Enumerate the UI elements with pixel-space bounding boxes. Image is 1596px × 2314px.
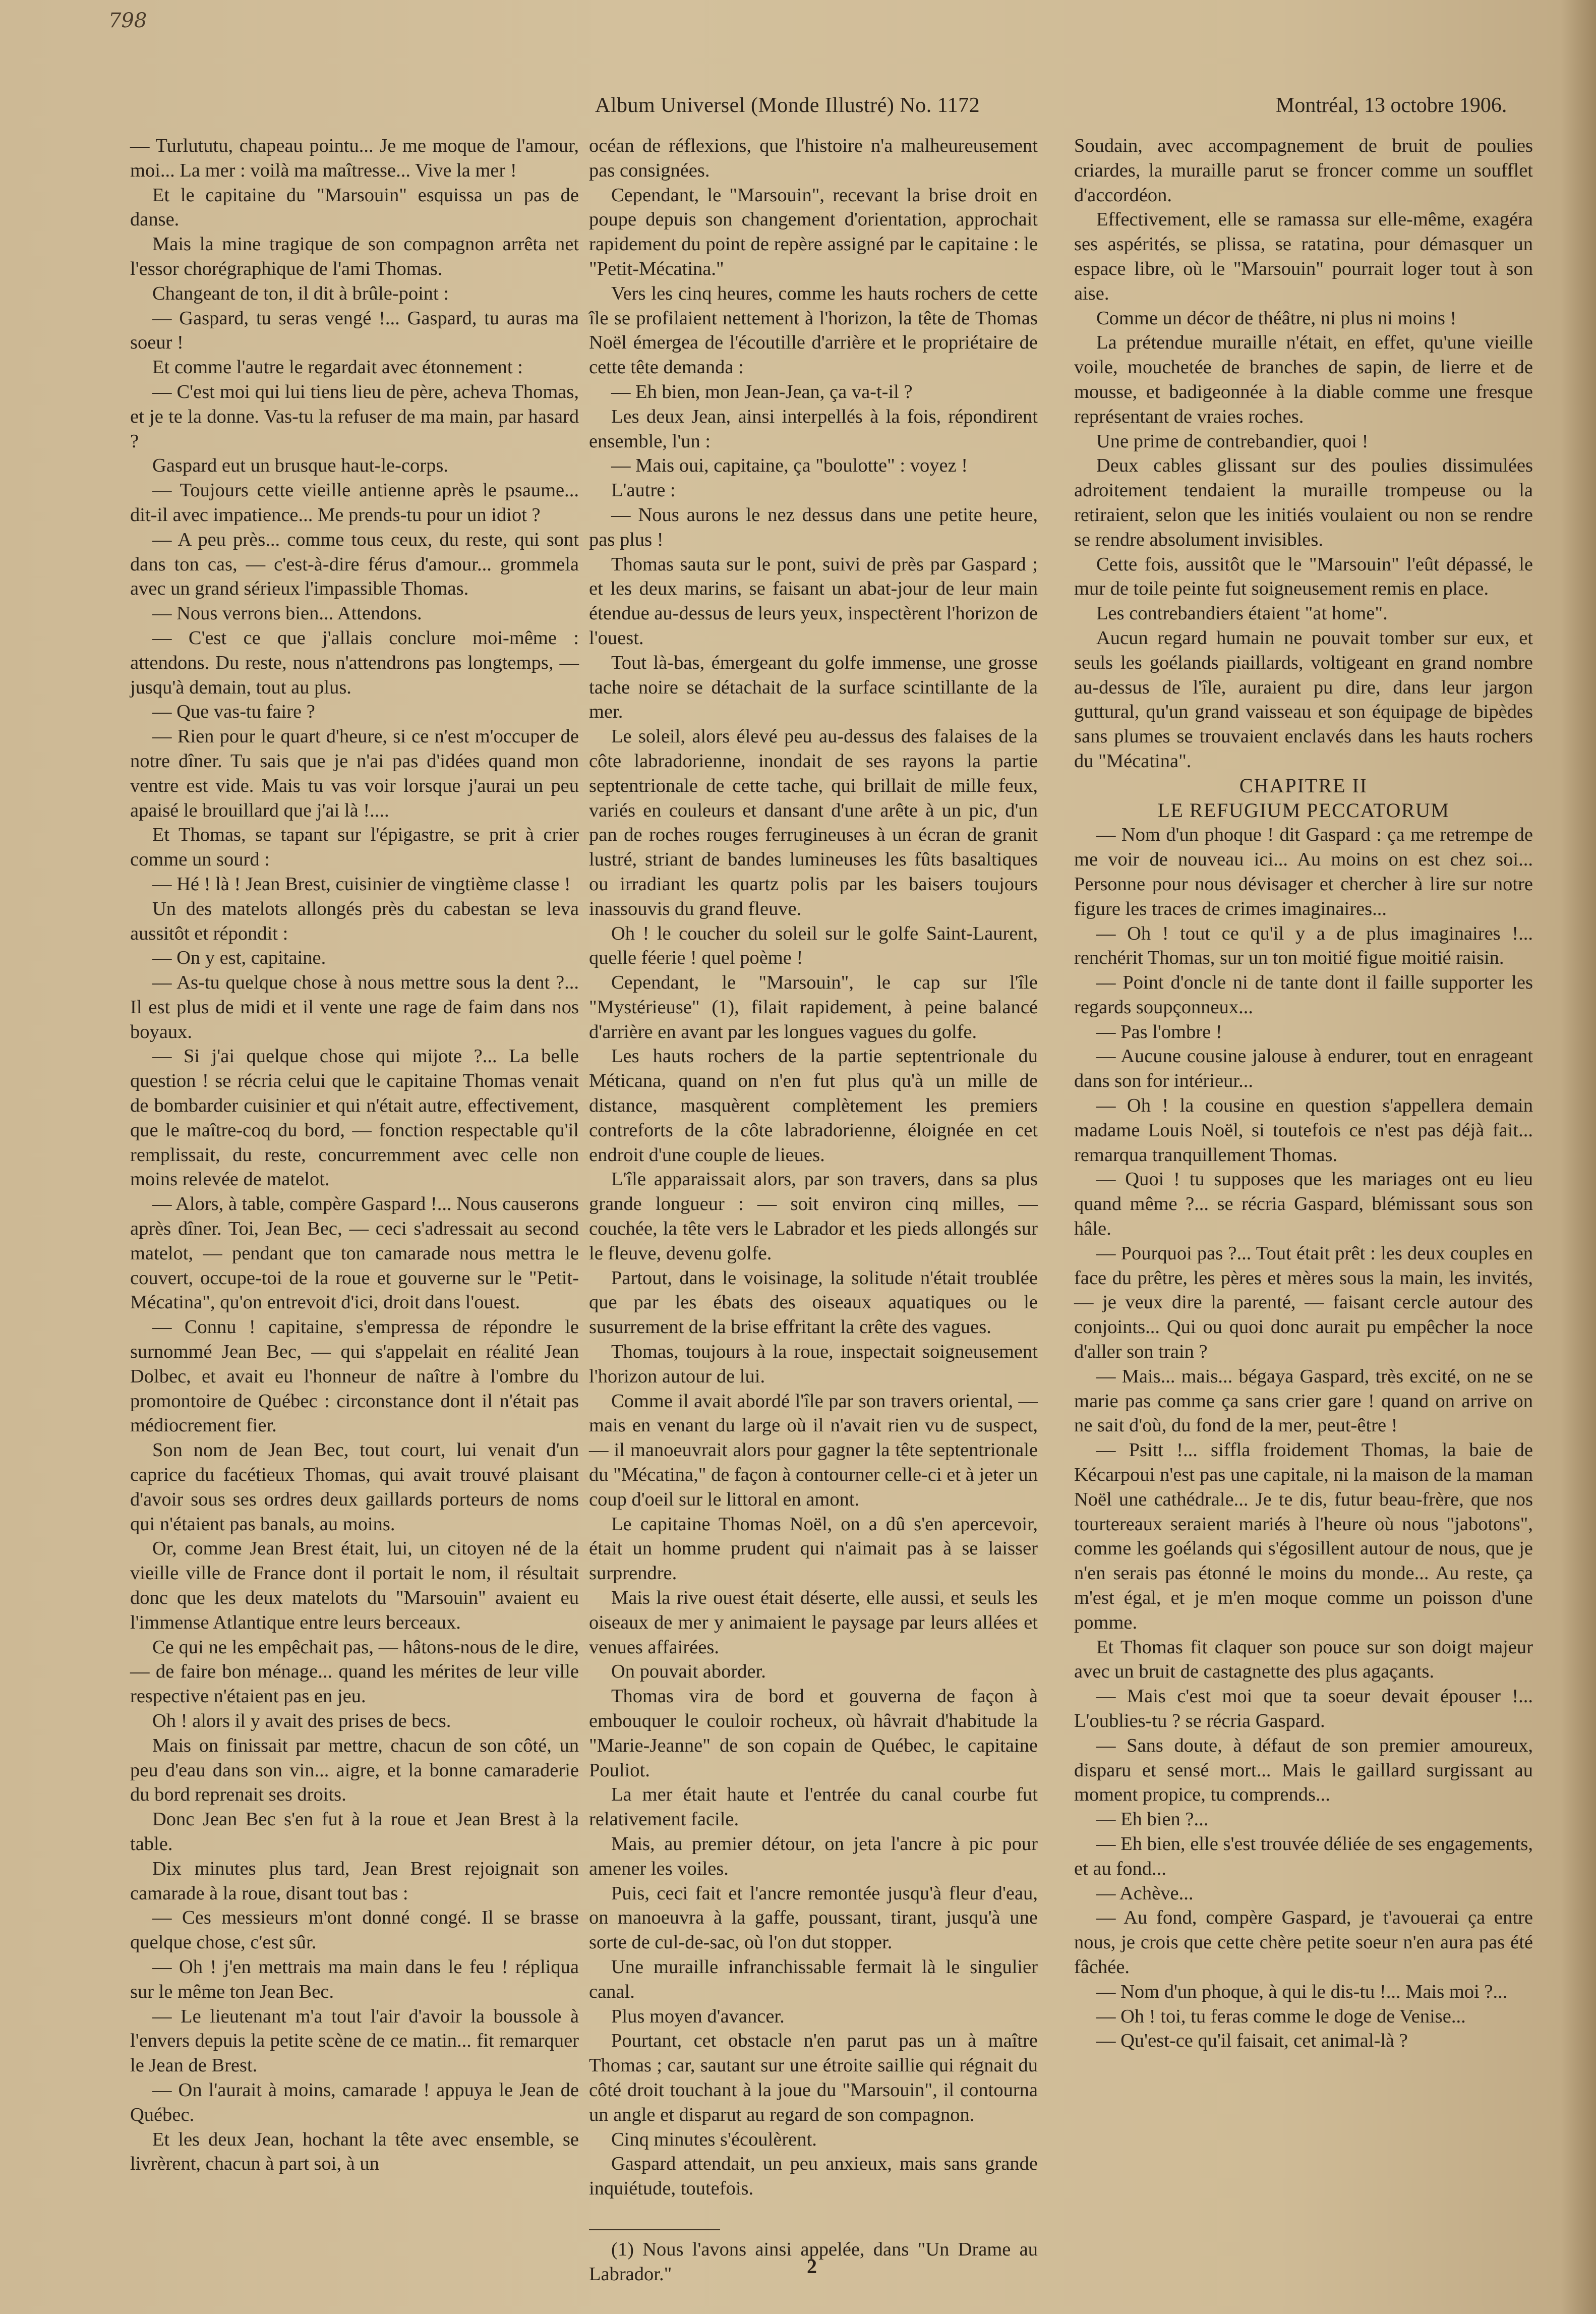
paragraph: — A peu près... comme tous ceux, du reste, qui sont dans ton cas, — c'est-à-dire férus d'amour... grommela avec un grand sérieux l'impassible Thomas. [130, 529, 579, 600]
paragraph: — Alors, à table, compère Gaspard !... Nous causerons après dîner. Toi, Jean Bec, — ceci s'adressait au second matelot, — pendant que ton camarade nous mettra le couvert, occupe-toi de la roue et gouverne sur le "Petit-Mécatina", qu'on entrevoit d'ici, droit dans l'ouest. [130, 1193, 579, 1313]
paragraph: Les deux Jean, ainsi interpellés à la fois, répondirent ensemble, l'un : [589, 406, 1038, 452]
paragraph: Cinq minutes s'écoulèrent. [611, 2128, 817, 2150]
paragraph: — On y est, capitaine. [152, 947, 326, 969]
paragraph: Une muraille infranchissable fermait là le singulier canal. [589, 1956, 1038, 2002]
folio-number: 2 [807, 2255, 817, 2278]
text-column-3 [1074, 134, 1533, 2252]
paragraph: Oh ! alors il y avait des prises de becs. [152, 1710, 451, 1731]
paragraph: Plus moyen d'avancer. [611, 2005, 785, 2027]
paragraph: — Oh ! la cousine en question s'appellera demain madame Louis Noël, si toutefois ce n'est pas déjà fait... remarqua tranquillement Thomas. [1074, 1095, 1533, 1166]
footnote: (1) Nous l'avons ainsi appelée, dans "Un Drame au Labrador." [589, 2238, 1038, 2285]
paragraph: — Mais oui, capitaine, ça "boulotte" : voyez ! [611, 455, 968, 477]
paragraph: — Quoi ! tu supposes que les mariages ont eu lieu quand même ?... se récria Gaspard, blémissant sous son hâle. [1074, 1169, 1533, 1240]
paragraph: Et le capitaine du "Marsouin" esquissa un pas de danse. [130, 184, 579, 230]
paragraph: — Au fond, compère Gaspard, je t'avouerai ça entre nous, je crois que cette chère petite soeur n'en aura pas été fâchée. [1074, 1907, 1533, 1978]
paragraph: Gaspard attendait, un peu anxieux, mais sans grande inquiétude, toutefois. [589, 2153, 1038, 2200]
paragraph: Partout, dans le voisinage, la solitude n'était troublée que par les ébats des oiseaux aquatiques ou le susurrement de la brise effritant la crête des vagues. [589, 1267, 1038, 1338]
paragraph: — Hé ! là ! Jean Brest, cuisinier de vingtième classe ! [152, 873, 571, 895]
paragraph: Comme un décor de théâtre, ni plus ni moins ! [1096, 307, 1457, 329]
paragraph: Le soleil, alors élevé peu au-dessus des falaises de la côte labradorienne, inondait de ses rayons la partie septentrionale de cette tache, qui brillait de mille feux, variés en couleurs et dansant d'une arête à un pic, d'un pan de roches rouges ferrugineuses à un écran de granit lustré, striant de bandes lumineuses les fûts basaltiques ou irradiant les quartz polis par les baisers toujours inassouvis du grand fleuve. [589, 726, 1038, 919]
paragraph: — Ces messieurs m'ont donné congé. Il se brasse quelque chose, c'est sûr. [130, 1907, 579, 1953]
paragraph: Mais la rive ouest était déserte, elle aussi, et seuls les oiseaux de mer y animaient le paysage par leurs allées et venues affairées. [589, 1587, 1038, 1658]
paragraph: — Oh ! toi, tu feras comme le doge de Venise... [1096, 2005, 1466, 2027]
paragraph: — Sans doute, à défaut de son premier amoureux, disparu et sensé mort... Mais le gaillard surgissant au moment propice, tu comprends... [1074, 1734, 1533, 1806]
chapter-title: LE REFUGIUM PECCATORUM [1157, 798, 1450, 822]
paragraph: — Mais c'est moi que ta soeur devait épouser !... L'oublies-tu ? se récria Gaspard. [1074, 1686, 1533, 1731]
paragraph: — Achève... [1096, 1882, 1194, 1904]
paragraph: océan de réflexions, que l'histoire n'a malheureusement pas consignées. [589, 135, 1038, 181]
paragraph: — Pourquoi pas ?... Tout était prêt : les deux couples en face du prêtre, les pères et mères sous la main, les invités, — je veux dire la parenté, — faisant cercle autour des conjoints... Qui ou quoi donc aurait pu empêcher la noce d'aller son train ? [1074, 1242, 1533, 1363]
paragraph: Mais on finissait par mettre, chacun de son côté, un peu d'eau dans son vin... aigre, et la bonne camaraderie du bord reprenait ses droits. [130, 1734, 579, 1806]
paragraph: On pouvait aborder. [611, 1661, 766, 1683]
paragraph: Cependant, le "Marsouin", recevant la brise droit en poupe depuis son changement d'orientation, approchait rapidement du point de repère assigné par le capitaine : le "Petit-Mécatina." [589, 184, 1038, 279]
paragraph: Et comme l'autre le regardait avec étonnement : [152, 357, 523, 378]
text-column-2 [589, 134, 1038, 2285]
paragraph: Et Thomas, se tapant sur l'épigastre, se prit à crier comme un sourd : [130, 824, 579, 871]
paragraph: Donc Jean Bec s'en fut à la roue et Jean Brest à la table. [130, 1809, 579, 1855]
paragraph: Mais, au premier détour, on jeta l'ancre à pic pour amener les voiles. [589, 1833, 1038, 1879]
paragraph: Une prime de contrebandier, quoi ! [1096, 430, 1369, 452]
paragraph: La mer était haute et l'entrée du canal courbe fut relativement facile. [589, 1784, 1038, 1830]
paragraph: — On l'aurait à moins, camarade ! appuya le Jean de Québec. [130, 2079, 579, 2125]
paragraph: — Eh bien, mon Jean-Jean, ça va-t-il ? [611, 381, 913, 402]
paragraph: Or, comme Jean Brest était, lui, un citoyen né de la vieille ville de France dont il portait le nom, il résultait donc que les deux matelots du "Marsouin" avaient eu l'immense Atlantique entre leurs berceaux. [130, 1538, 579, 1633]
paragraph: Cependant, le "Marsouin", le cap sur l'île "Mystérieuse" (1), filait rapidement, à peine balancé d'arrière en avant par les longues vagues du golfe. [589, 972, 1038, 1043]
paragraph: — C'est ce que j'allais conclure moi-même : attendons. Du reste, nous n'attendrons pas longtemps, — jusqu'à demain, tout au plus. [130, 627, 579, 698]
publication-title: Album Universel (Monde Illustré) No. 1172 [595, 94, 980, 117]
paragraph: Les hauts rochers de la partie septentrionale du Méticana, quand on n'en fut plus qu'à un mille de distance, masquèrent complètement les premiers contreforts de la côte labradorienne, éloignée en cet endroit d'une couple de lieues. [589, 1046, 1038, 1166]
paragraph: — Pas l'ombre ! [1096, 1021, 1222, 1043]
paragraph: Mais la mine tragique de son compagnon arrêta net l'essor chorégraphique de l'ami Thomas. [130, 234, 579, 279]
paragraph: — C'est moi qui lui tiens lieu de père, acheva Thomas, et je te la donne. Vas-tu la refuser de ma main, par hasard ? [130, 381, 579, 452]
paragraph: Aucun regard humain ne pouvait tomber sur eux, et seuls les goélands piaillards, voltigeant en grand nombre au-dessus de l'île, auraient pu dire, dans leur jargon guttural, qu'un grand vaisseau et son équipage de bipèdes sans plumes se trouvaient enclavés dans les hauts rochers du "Mécatina". [1074, 627, 1533, 772]
paragraph: — Toujours cette vieille antienne après le psaume... dit-il avec impatience... Me prends-tu pour un idiot ? [130, 480, 579, 526]
paragraph: Gaspard eut un brusque haut-le-corps. [152, 455, 448, 477]
running-head [0, 93, 1596, 129]
paragraph: Vers les cinq heures, comme les hauts rochers de cette île se profilaient nettement à l'horizon, la tête de Thomas Noël émergea de l'écoutille d'arrière et le propriétaire de cette tête demanda : [589, 282, 1038, 378]
paragraph: Cette fois, aussitôt que le "Marsouin" l'eût dépassé, le mur de toile peinte fut soigneusement remis en place. [1074, 553, 1533, 600]
paragraph: — Aucune cousine jalouse à endurer, tout en enrageant dans son for intérieur... [1074, 1046, 1533, 1092]
paragraph: Et Thomas fit claquer son pouce sur son doigt majeur avec un bruit de castagnette des plus agaçants. [1074, 1636, 1533, 1683]
paragraph: — Le lieutenant m'a tout l'air d'avoir la boussole à l'envers depuis la petite scène de ce matin... fit remarquer le Jean de Brest. [130, 2005, 579, 2076]
paragraph: — Psitt !... siffla froidement Thomas, la baie de Kécarpoui n'est pas une capitale, ni la maison de la maman Noël une cathédrale... Je te dis, futur beau-frère, que nos tourtereaux seraient mariés à l'heure où nous "jabotons", comme les goélands qui s'égosillent autour de nous, que je n'en serais pas étonné le moins du monde... Au reste, ça m'est égal, et je m'en moque comme un poisson d'une pomme. [1074, 1439, 1533, 1633]
chapter-label: CHAPITRE II [1239, 774, 1368, 797]
paragraph: — Nous verrons bien... Attendons. [152, 603, 422, 624]
paragraph: — Oh ! tout ce qu'il y a de plus imaginaires !... renchérit Thomas, sur un ton moitié figue moitié raisin. [1074, 922, 1533, 969]
paragraph: La prétendue muraille n'était, en effet, qu'une vieille voile, mouchetée de branches de sapin, de lierre et de mousse, et badigeonnée à la diable comme une fresque représentant de vraies roches. [1074, 332, 1533, 427]
paragraph: — Que vas-tu faire ? [152, 701, 315, 723]
paragraph: Son nom de Jean Bec, tout court, lui venait d'un caprice du facétieux Thomas, qui avait trouvé plaisant d'avoir sous ses ordres deux gaillards porteurs de noms qui n'étaient pas banals, au moins. [130, 1439, 579, 1535]
paragraph: Comme il avait abordé l'île par son travers oriental, — mais en venant du large où il n'avait rien vu de suspect, — il manoeuvrait alors pour gagner la tête septentrionale du "Mécatina," de façon à contourner celle-ci et à jeter un coup d'oeil sur le littoral en amont. [589, 1390, 1038, 1510]
paragraph: Puis, ceci fait et l'ancre remontée jusqu'à fleur d'eau, on manoeuvra à la gaffe, poussant, tirant, jusqu'à une sorte de cul-de-sac, où l'on dut stopper. [589, 1882, 1038, 1953]
paragraph: Thomas, toujours à la roue, inspectait soigneusement l'horizon autour de lui. [589, 1341, 1038, 1387]
page-number: 798 [108, 9, 147, 32]
paragraph: — Gaspard, tu seras vengé !... Gaspard, tu auras ma soeur ! [130, 307, 579, 354]
paragraph: Soudain, avec accompagnement de bruit de poulies criardes, la muraille parut se froncer comme un soufflet d'accordéon. [1074, 135, 1533, 206]
paragraph: — Connu ! capitaine, s'empressa de répondre le surnommé Jean Bec, — qui s'appelait en réalité Jean Dolbec, et avait eu l'honneur de naître à l'ombre du promontoire de Québec : circonstance dont il n'était pas médiocrement fier. [130, 1316, 579, 1436]
paragraph: Les contrebandiers étaient "at home". [1096, 603, 1388, 624]
paragraph: — Point d'oncle ni de tante dont il faille supporter les regards soupçonneux... [1074, 972, 1533, 1018]
paragraph: Thomas vira de bord et gouverna de façon à embouquer le couloir rocheux, où hâvrait d'habitude la "Marie-Jeanne" de son copain de Québec, le capitaine Pouliot. [589, 1686, 1038, 1781]
paragraph: Un des matelots allongés près du cabestan se leva aussitôt et répondit : [130, 898, 579, 944]
paragraph: — Rien pour le quart d'heure, si ce n'est m'occuper de notre dîner. Tu sais que je n'ai pas d'idées quand mon ventre est vide. Mais tu vas voir lorsque j'aurai un peu apaisé le brouillard que j'ai là !.... [130, 726, 579, 821]
paragraph: Deux cables glissant sur des poulies dissimulées adroitement tendaient la muraille trompeuse ou la retiraient, selon que les initiés voulaient ou non se rendre se rendre absolument invisibles. [1074, 455, 1533, 550]
paragraph: Pourtant, cet obstacle n'en parut pas un à maître Thomas ; car, sautant sur une étroite saillie qui régnait du côté droit touchant à la joue du "Marsouin", il contourna un angle et disparut au regard de son compagnon. [589, 2030, 1038, 2125]
text-column-1 [130, 134, 579, 2252]
paragraph: Thomas sauta sur le pont, suivi de près par Gaspard ; et les deux marins, se faisant un abat-jour de leur main étendue au-dessus de leurs yeux, inspectèrent l'horizon de l'ouest. [589, 553, 1038, 649]
paragraph: — Turlututu, chapeau pointu... Je me moque de l'amour, moi... La mer : voilà ma maîtresse... Vive la mer ! [130, 135, 579, 181]
paragraph: L'autre : [611, 480, 676, 501]
paragraph: — Mais... mais... bégaya Gaspard, très excité, on ne se marie pas comme ça sans crier gare ! quand on arrive on ne sait d'où, du fond de la mer, peut-être ! [1074, 1365, 1533, 1436]
paragraph: — Qu'est-ce qu'il faisait, cet animal-là ? [1096, 2030, 1408, 2052]
paragraph: Le capitaine Thomas Noël, on a dû s'en apercevoir, était un homme prudent qui n'aimait pas à se laisser surprendre. [589, 1513, 1038, 1584]
paragraph: — As-tu quelque chose à nous mettre sous la dent ?... Il est plus de midi et il vente une rage de faim dans nos boyaux. [130, 972, 579, 1043]
paragraph: Effectivement, elle se ramassa sur elle-même, exagéra ses aspérités, se plissa, se ratatina, pour démasquer un espace libre, où le "Marsouin" pourrait loger tout à son aise. [1074, 209, 1533, 304]
paragraph: Et les deux Jean, hochant la tête avec ensemble, se livrèrent, chacun à part soi, à un [130, 2128, 579, 2175]
paragraph: — Nous aurons le nez dessus dans une petite heure, pas plus ! [589, 504, 1038, 550]
page-edge-shadow [1561, 0, 1596, 2314]
paragraph: — Eh bien, elle s'est trouvée déliée de ses engagements, et au fond... [1074, 1833, 1533, 1879]
paragraph: — Nom d'un phoque ! dit Gaspard : ça me retrempe de me voir de nouveau ici... Au moins on est chez soi... Personne pour nous dévisager et chercher à lire sur notre figure les traces de crimes imaginaires... [1074, 824, 1533, 919]
paragraph: Dix minutes plus tard, Jean Brest rejoignait son camarade à la roue, disant tout bas : [130, 1858, 579, 1904]
dateline: Montréal, 13 octobre 1906. [1276, 94, 1507, 117]
paragraph: Changeant de ton, il dit à brûle-point : [152, 282, 449, 304]
footnote-rule [589, 2229, 720, 2230]
paragraph: — Si j'ai quelque chose qui mijote ?... La belle question ! se récria celui que le capitaine Thomas venait de bombarder cuisinier et qui n'était autre, effectivement, que le maître-coq du bord, — fonction respectable qu'il remplissait, du reste, concurremment avec celle non moins relevée de matelot. [130, 1046, 579, 1190]
paragraph: L'île apparaissait alors, par son travers, dans sa plus grande longueur : — soit environ cinq milles, — couchée, la tête vers le Labrador et les pieds allongés sur le fleuve, devenu golfe. [589, 1169, 1038, 1264]
paragraph: Ce qui ne les empêchait pas, — hâtons-nous de le dire, — de faire bon ménage... quand les mérites de leur ville respective n'étaient pas en jeu. [130, 1636, 579, 1707]
paragraph: — Oh ! j'en mettrais ma main dans le feu ! répliqua sur le même ton Jean Bec. [130, 1956, 579, 2002]
paragraph: — Nom d'un phoque, à qui le dis-tu !... Mais moi ?... [1096, 1981, 1508, 2002]
paragraph: — Eh bien ?... [1096, 1809, 1209, 1830]
paragraph: Oh ! le coucher du soleil sur le golfe Saint-Laurent, quelle féerie ! quel poème ! [589, 922, 1038, 969]
paragraph: Tout là-bas, émergeant du golfe immense, une grosse tache noire se détachait de la surface scintillante de la mer. [589, 652, 1038, 723]
